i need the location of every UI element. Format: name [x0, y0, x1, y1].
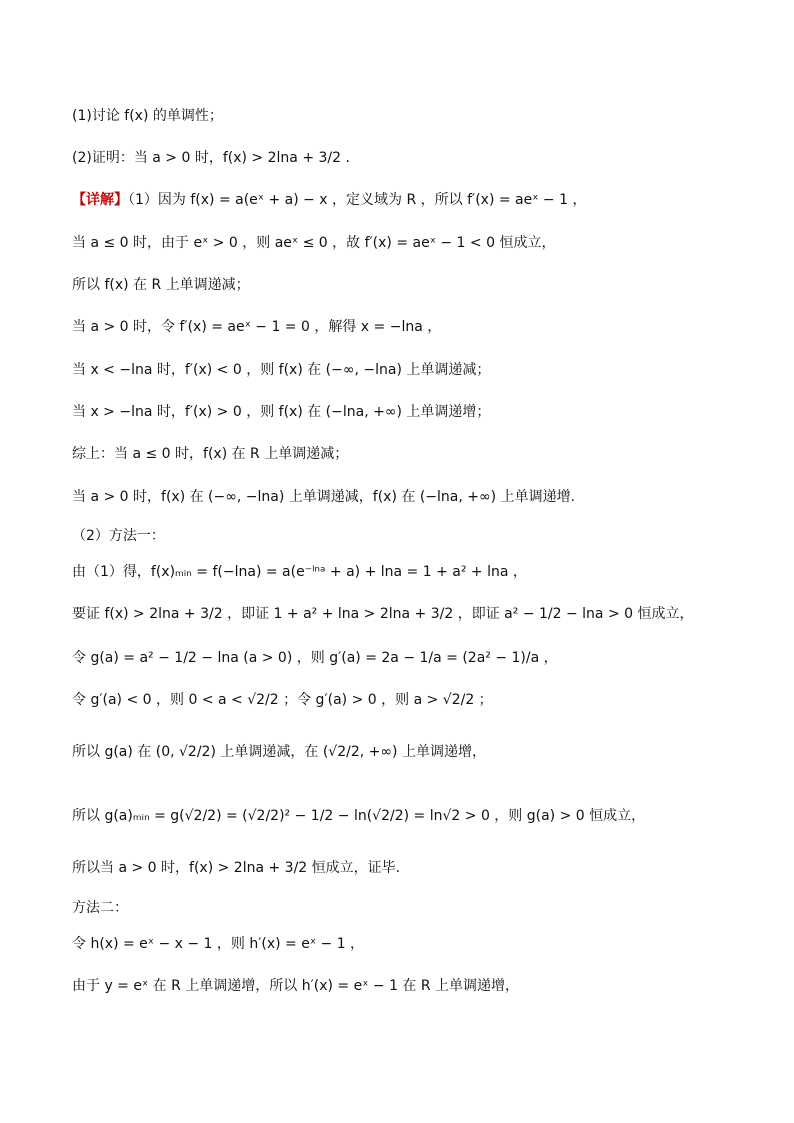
line-3-text: （1）因为 f(x) = a(eˣ + a) − x ，定义域为 R ，所以 f′(x) = aeˣ − 1 ， — [128, 192, 587, 208]
line-4 — [72, 233, 732, 253]
line-6-text: 当 a > 0 时，令 f′(x) = aeˣ − 1 = 0 ，解得 x = −lna ， — [72, 319, 442, 335]
line-14-text: 令 g(a) = a² − 1/2 − lna (a > 0) ，则 g′(a) = 2a − 1/a = (2a² − 1)/a ， — [72, 650, 558, 666]
line-6 — [72, 317, 732, 337]
line-5-text: 所以 f(x) 在 R 上单调递减； — [72, 277, 250, 293]
line-19 — [72, 898, 732, 918]
line-17 — [72, 806, 732, 826]
line-17-text: 所以 g(a)ₘᵢₙ = g(√2/2) = (√2/2)² − 1/2 − ln(√2/2) = ln√2 > 0 ，则 g(a) > 0 恒成立， — [72, 808, 646, 824]
line-5 — [72, 275, 732, 295]
line-18 — [72, 858, 732, 878]
line-20-text: 令 h(x) = eˣ − x − 1 ，则 h′(x) = eˣ − 1 ， — [72, 936, 365, 952]
line-14 — [72, 648, 732, 668]
line-8 — [72, 402, 732, 422]
line-21 — [72, 976, 732, 996]
line-21-text: 由于 y = eˣ 在 R 上单调递增，所以 h′(x) = eˣ − 1 在 R 上单调递增， — [72, 978, 520, 994]
line-12-text: 由（1）得，f(x)ₘᵢₙ = f(−lna) = a(e⁻ˡⁿᵃ + a) + lna = 1 + a² + lna ， — [72, 564, 527, 580]
detail-label: 【详解】 — [72, 192, 128, 208]
line-3 — [72, 190, 732, 210]
line-13 — [72, 604, 732, 624]
line-10-text: 当 a > 0 时，f(x) 在 (−∞, −lna) 上单调递减，f(x) 在 (−lna, +∞) 上单调递增. — [72, 489, 576, 505]
line-15-text: 令 g′(a) < 0 ，则 0 < a < √2/2 ；令 g′(a) > 0 ，则 a > √2/2 ； — [72, 692, 493, 708]
line-16-text: 所以 g(a) 在 (0, √2/2) 上单调递减，在 (√2/2, +∞) 上单调递增， — [72, 744, 486, 760]
line-4-text: 当 a ≤ 0 时，由于 eˣ > 0 ，则 aeˣ ≤ 0 ，故 f′(x) = aeˣ − 1 < 0 恒成立， — [72, 235, 556, 251]
line-1-text: (1)讨论 f(x) 的单调性； — [72, 108, 223, 124]
line-11 — [72, 526, 732, 546]
line-12 — [72, 562, 732, 582]
line-16 — [72, 742, 732, 762]
line-7 — [72, 360, 732, 380]
line-8-text: 当 x > −lna 时，f′(x) > 0 ，则 f(x) 在 (−lna, +∞) 上单调递增； — [72, 404, 491, 420]
line-18-text: 所以当 a > 0 时，f(x) > 2lna + 3/2 恒成立，证毕. — [72, 860, 401, 876]
line-2-text: (2)证明：当 a > 0 时，f(x) > 2lna + 3/2 . — [72, 150, 350, 166]
line-11-text: （2）方法一： — [72, 528, 165, 544]
line-9 — [72, 444, 732, 464]
line-19-text: 方法二： — [72, 900, 128, 916]
line-15 — [72, 690, 732, 710]
line-13-text: 要证 f(x) > 2lna + 3/2 ，即证 1 + a² + lna > 2lna + 3/2 ，即证 a² − 1/2 − lna > 0 恒成立， — [72, 606, 694, 622]
line-10 — [72, 487, 732, 507]
line-2 — [72, 148, 732, 168]
line-7-text: 当 x < −lna 时，f′(x) < 0 ，则 f(x) 在 (−∞, −lna) 上单调递减； — [72, 362, 491, 378]
line-20 — [72, 934, 732, 954]
line-9-text: 综上：当 a ≤ 0 时，f(x) 在 R 上单调递减； — [72, 446, 349, 462]
line-1 — [72, 106, 732, 126]
